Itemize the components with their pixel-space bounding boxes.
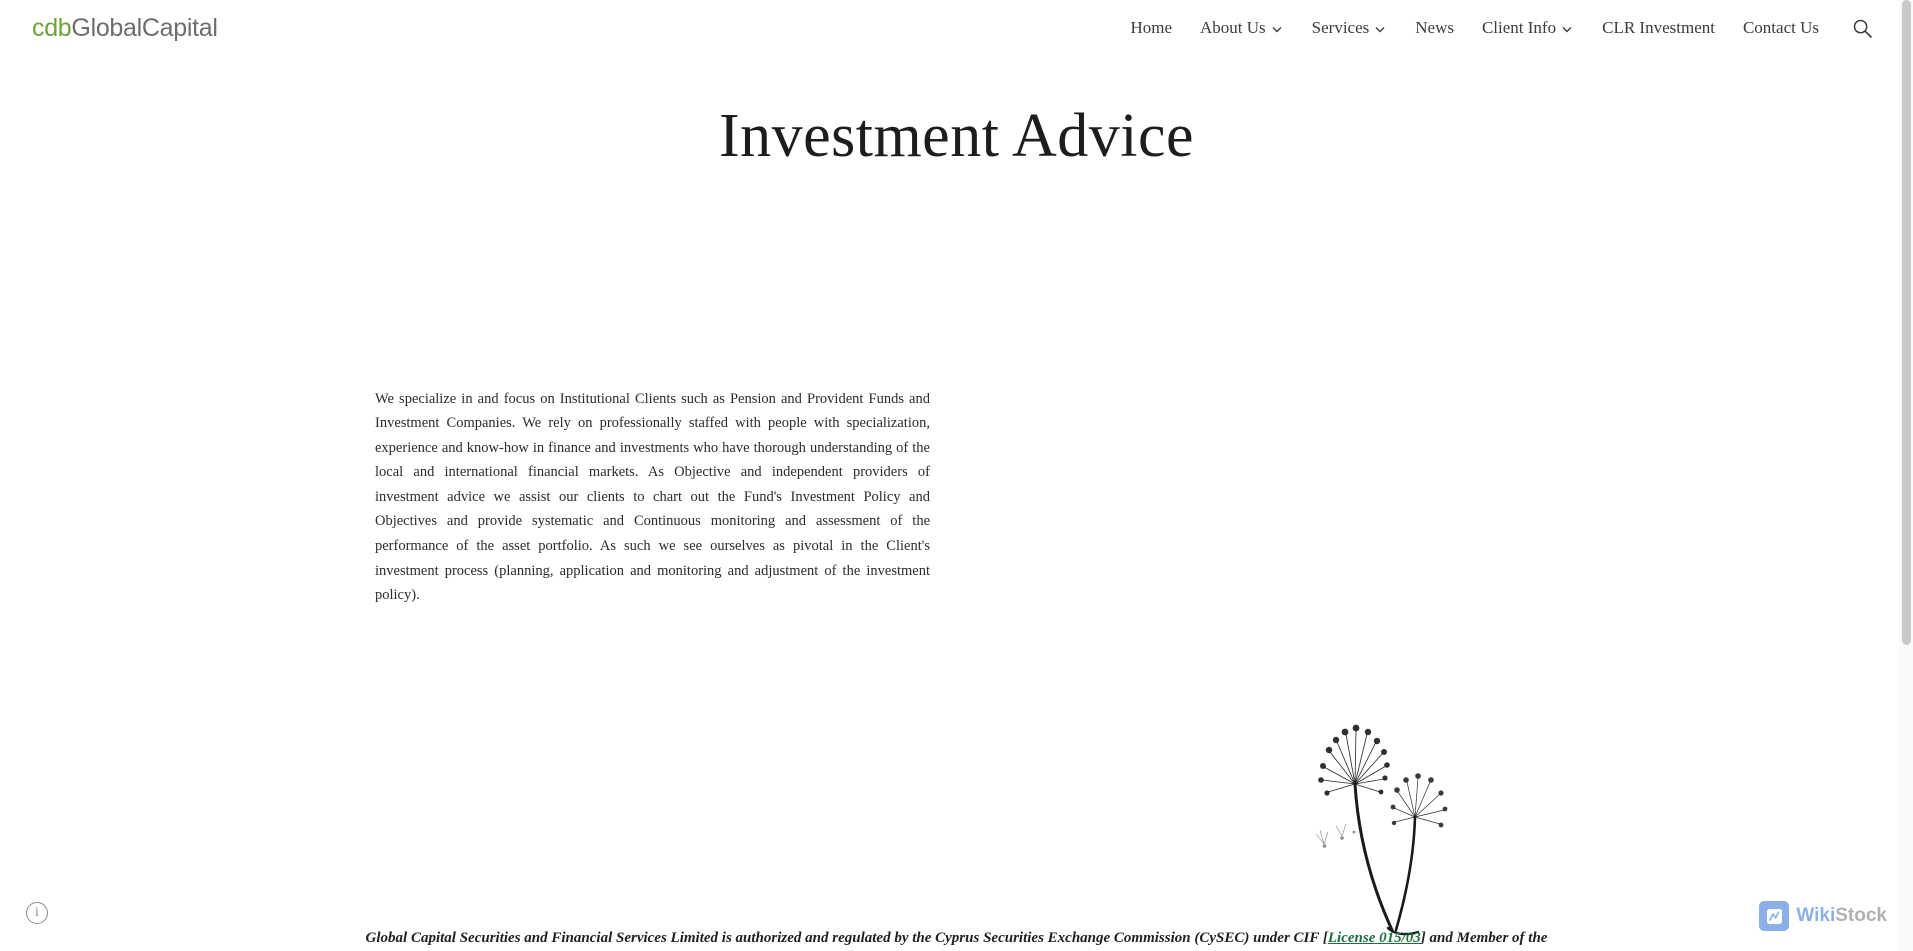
- chevron-down-icon[interactable]: [1270, 22, 1284, 36]
- nav-item-client-info[interactable]: [1468, 12, 1588, 44]
- watermark-brand-first: Wiki: [1796, 905, 1836, 926]
- nav-item-home[interactable]: [1116, 12, 1186, 44]
- scrollbar-thumb[interactable]: [1902, 0, 1911, 645]
- nav-item-about-us[interactable]: [1186, 12, 1298, 44]
- page-scrollbar[interactable]: [1899, 0, 1913, 951]
- watermark-label: [1796, 905, 1887, 927]
- nav-item-services[interactable]: [1298, 12, 1402, 44]
- nav-item-news[interactable]: [1401, 12, 1468, 44]
- page-title: Investment Advice: [718, 102, 1195, 170]
- nav-label: CLR Investment: [1602, 18, 1715, 37]
- nav-label: Home: [1130, 18, 1172, 37]
- nav-label: About Us: [1200, 18, 1266, 37]
- nav-item-contact-us[interactable]: [1729, 12, 1833, 44]
- footer-text-after: ] and Member of the: [1420, 930, 1548, 946]
- license-link[interactable]: License 015/03: [1327, 930, 1421, 946]
- search-icon[interactable]: [1843, 9, 1881, 47]
- site-header: [0, 0, 1913, 56]
- nav-label: Contact Us: [1742, 18, 1819, 37]
- watermark-brand-second: Stock: [1835, 905, 1887, 926]
- chevron-down-icon[interactable]: [1560, 22, 1574, 36]
- nav-item-clr-investment[interactable]: [1588, 12, 1729, 44]
- logo-prefix: cdb: [32, 13, 72, 42]
- main-content: [0, 172, 1913, 792]
- main-navigation: [1116, 9, 1913, 47]
- watermark-logo-icon: [1759, 901, 1789, 931]
- nav-label: Client Info: [1481, 18, 1557, 37]
- nav-label: Services: [1311, 18, 1370, 37]
- site-logo[interactable]: [32, 14, 218, 43]
- footer-disclaimer: [0, 930, 1913, 947]
- nav-label: News: [1415, 18, 1454, 37]
- wikistock-watermark: [1759, 901, 1887, 931]
- chevron-down-icon[interactable]: [1373, 22, 1387, 36]
- footer-text-before: Global Capital Securities and Financial Services Limited is authorized and regulated by the Cyprus Securities Exchange Commission (CySEC) under CIF [: [365, 930, 1328, 946]
- info-icon[interactable]: i: [26, 902, 48, 924]
- body-paragraph: We specialize in and focus on Institutional Clients such as Pension and Provident Funds and Investment Companies. We rely on professionally staffed with people with specialization, experience and know-how in finance and investments who have thorough understanding of the local and international financial markets. As Objective and independent providers of investment advice we assist our clients to chart out the Fund's Investment Policy and Objectives and provide systematic and Continuous monitoring and assessment of the performance of the asset portfolio. As such we see ourselves as pivotal in the Client's investment process (planning, application and monitoring and adjustment of the investment policy).: [375, 390, 930, 604]
- dandelion-illustration: [1310, 722, 1480, 942]
- logo-rest: GlobalCapital: [71, 13, 218, 42]
